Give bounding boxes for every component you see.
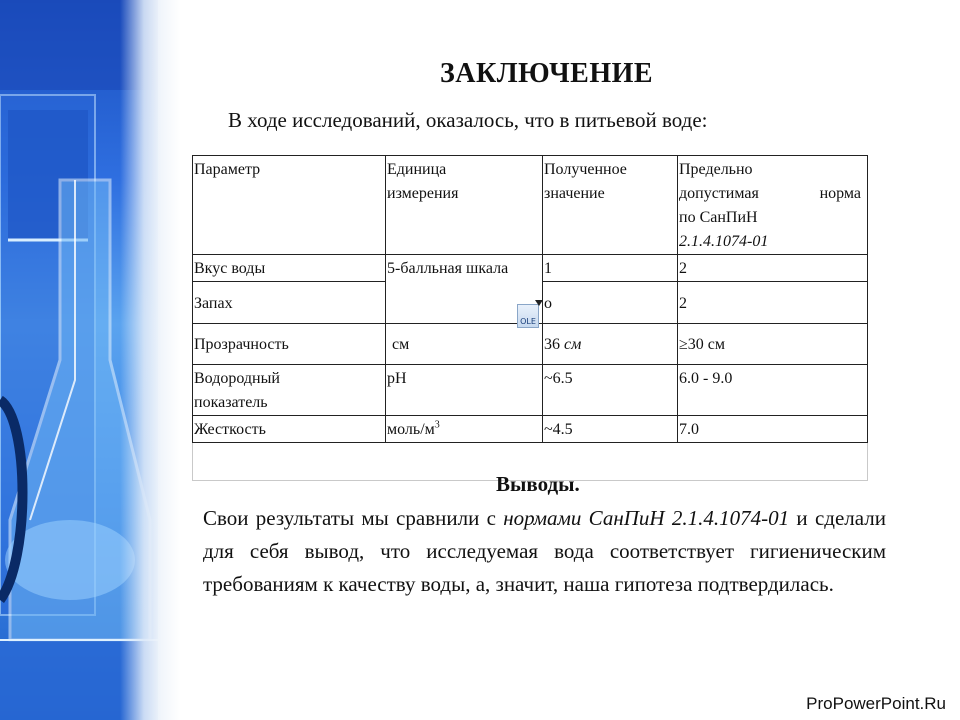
cell-unit: см bbox=[386, 324, 543, 365]
header-value: Полученное значение bbox=[543, 156, 678, 255]
photo-fade-edge bbox=[120, 0, 180, 720]
ole-dropdown-arrow-icon[interactable] bbox=[535, 300, 543, 306]
header-param: Параметр bbox=[193, 156, 386, 255]
table-row bbox=[193, 324, 868, 365]
conclusions-heading: Выводы. bbox=[496, 472, 580, 496]
intro-text: В ходе исследований, оказалось, что в питьевой воде: bbox=[228, 108, 708, 132]
cell-value: 1 bbox=[543, 255, 678, 282]
table-row bbox=[193, 365, 868, 416]
cell-value: o bbox=[543, 282, 678, 324]
cell-norm: 2 bbox=[678, 282, 868, 324]
cell-param: Прозрачность bbox=[193, 324, 386, 365]
cell-norm: 7.0 bbox=[678, 416, 868, 443]
table-row bbox=[193, 255, 868, 282]
table-header-row bbox=[193, 156, 868, 255]
site-watermark: ProPowerPoint.Ru bbox=[806, 694, 946, 713]
cell-value: 36 см bbox=[543, 324, 678, 365]
cell-param: Водородный показатель bbox=[193, 365, 386, 416]
conclusion-paragraph: Свои результаты мы сравнили с нормами СанПиН 2.1.4.1074-01 и сделали для себя вывод, что исследуемая вода соответствует гигиеническим требованиям к качеству воды, а, значит, наша гипотеза подтвердилась. bbox=[203, 506, 886, 596]
cell-norm: 6.0 - 9.0 bbox=[678, 365, 868, 416]
header-norm: Предельно допустимая норма по СанПиН 2.1.4.1074-01 bbox=[678, 156, 868, 255]
cell-norm: 2 bbox=[678, 255, 868, 282]
table-row bbox=[193, 416, 868, 443]
slide-title: ЗАКЛЮЧЕНИЕ bbox=[440, 58, 654, 89]
cell-unit: 5-балльная шкала bbox=[386, 255, 543, 324]
water-parameters-table bbox=[192, 155, 868, 443]
cell-param: Запах bbox=[193, 282, 386, 324]
cell-param: Вкус воды bbox=[193, 255, 386, 282]
cell-value: ~6.5 bbox=[543, 365, 678, 416]
ole-object-icon[interactable]: OLE bbox=[517, 304, 539, 328]
cell-unit: pH bbox=[386, 365, 543, 416]
cell-unit: моль/$м^3$ bbox=[386, 416, 543, 443]
cell-norm: ≥30 см bbox=[678, 324, 868, 365]
cell-param: Жесткость bbox=[193, 416, 386, 443]
cell-value: ~4.5 bbox=[543, 416, 678, 443]
header-unit: Единица измерения bbox=[386, 156, 543, 255]
